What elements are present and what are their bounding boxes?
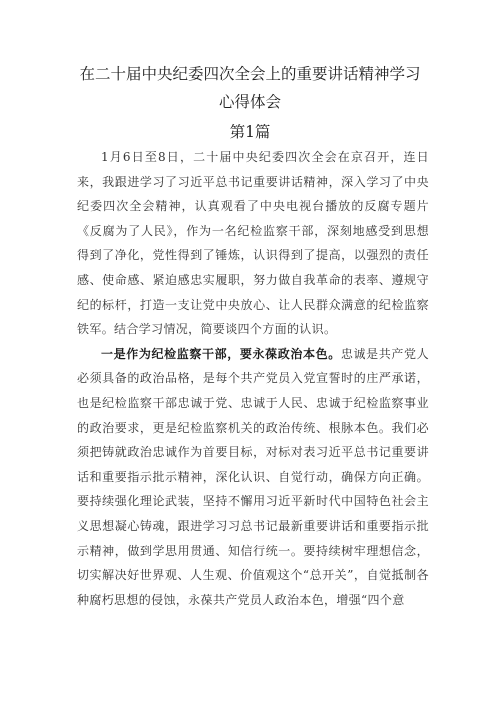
document-body	[77, 145, 429, 612]
paragraph-point-one	[77, 342, 429, 613]
paragraph-lead-bold: 一是作为纪检监察干部，要永葆政治本色。	[101, 346, 341, 361]
document-title-line-1: 在二十届中央纪委四次全会上的重要讲话精神学习	[79, 65, 421, 83]
paragraph-point-one-text: 忠诚是共产党人必须具备的政治品格，是每个共产党员入党宣誓时的庄严承诺，也是纪检监察干部忠诚于党、忠诚于人民、忠诚于纪检监察事业的政治要求，更是纪检监察机关的政治传统、根脉本色。我们必须把铸就政治忠诚作为首要目标，对标对表习近平总书记重要讲话和重要指示批示精神，深化认识、自觉行动，确保方向正确。要持续强化理论武装，坚持不懈用习近平新时代中国特色社会主义思想凝心铸魂，跟进学习习总书记最新重要讲话和重要指示批示精神，做到学思用贯通、知信行统一。要持续树牢理想信念，切实解决好世界观、人生观、价值观这个“总开关”，自觉抵制各种腐朽思想的侵蚀，永葆共产党员人政治本色，增强“四个意	[77, 346, 429, 607]
document-title-line-2: 心得体会	[218, 93, 281, 111]
paragraph-intro: 1月6日至8日，二十届中央纪委四次全会在京召开，连日来，我跟进学习了习近平总书记重要讲话精神，深入学习了中央纪委四次全会精神，认真观看了中央电视台播放的反腐专题片《反腐为了人民》，作为一名纪检监察干部，深刻地感受到思想得到了净化，党性得到了锤炼，认识得到了提高，以强烈的责任感、使命感、紧迫感忠实履职，努力做自我革命的表率、遵规守纪的标杆，打造一支让党中央放心、让人民群众满意的纪检监察铁军。结合学习情况，简要谈四个方面的认识。	[77, 150, 429, 337]
section-title: 第1篇	[229, 123, 271, 141]
